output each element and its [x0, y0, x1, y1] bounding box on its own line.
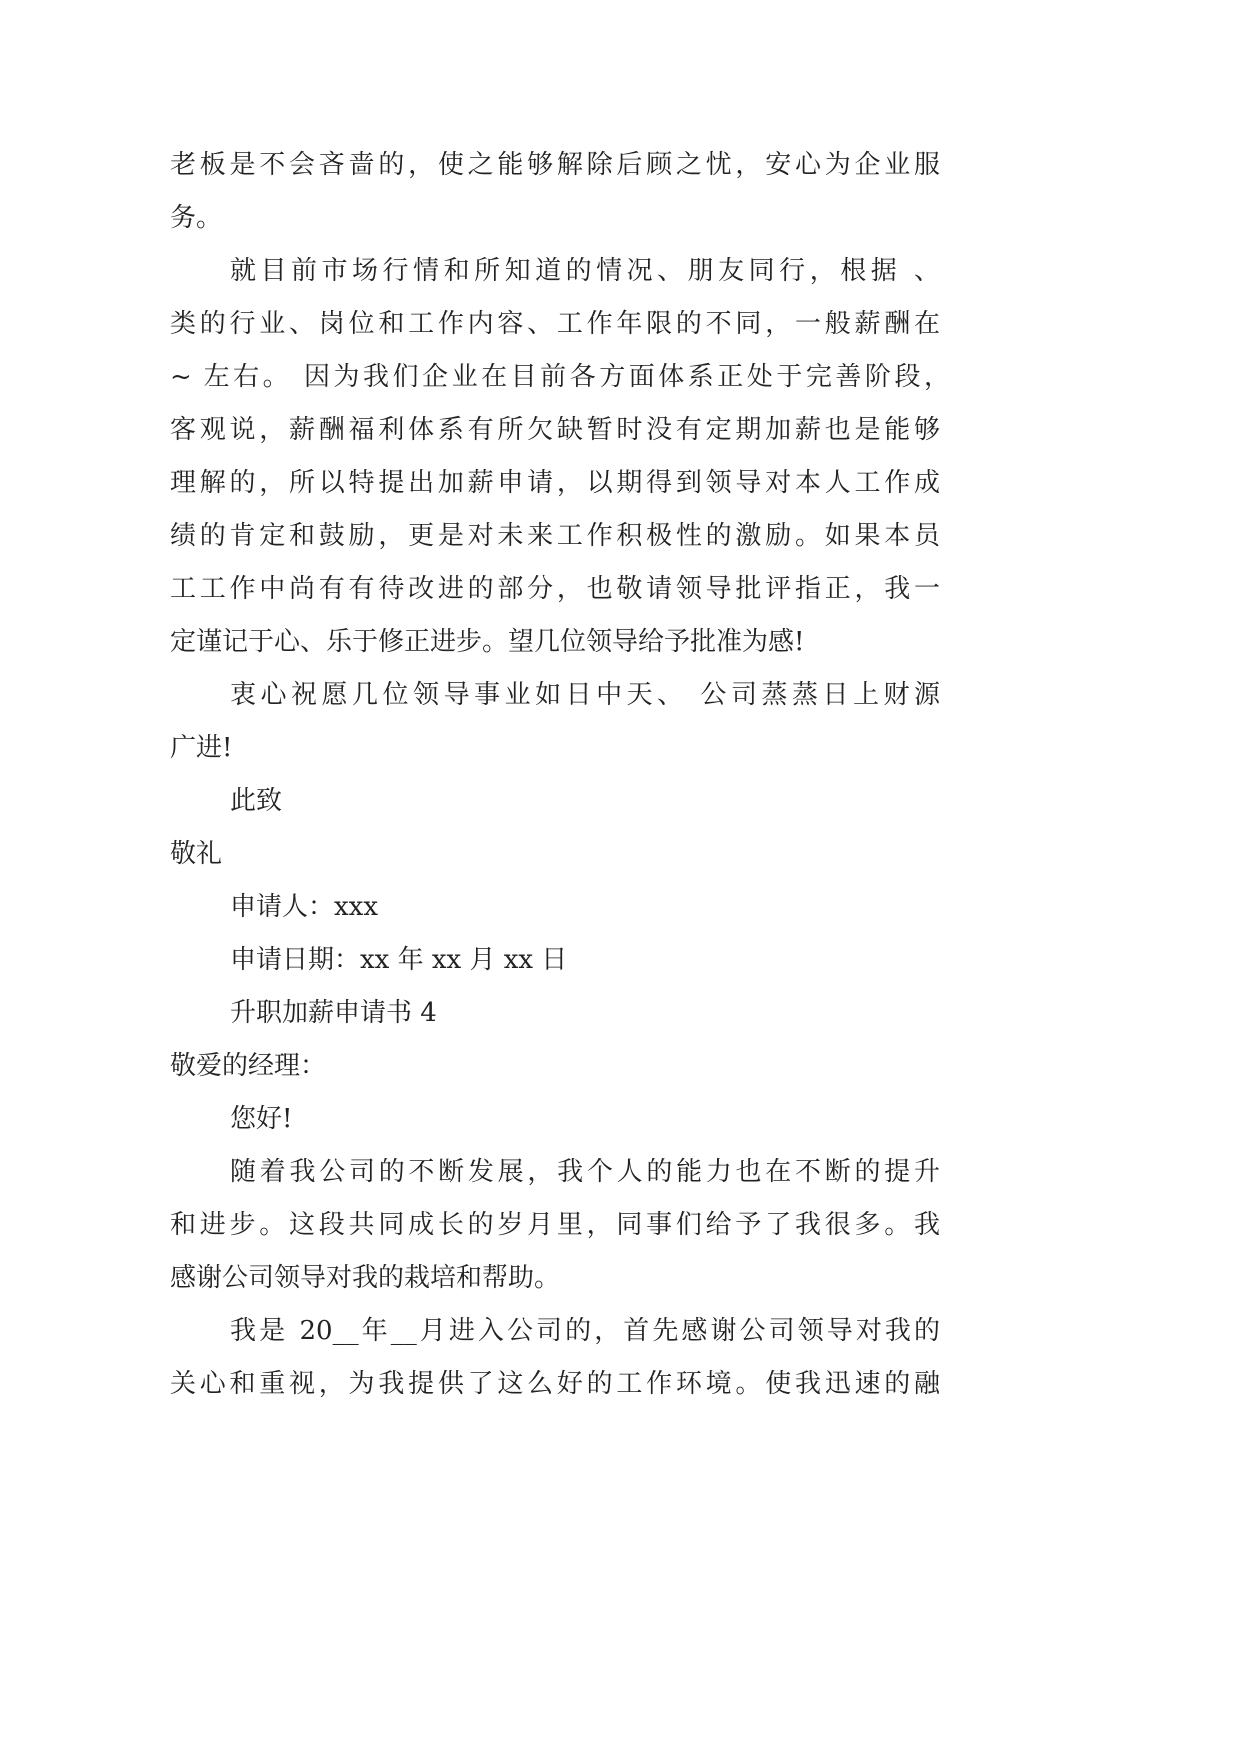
addressee-line: 敬爱的经理： [170, 1051, 327, 1081]
paragraph-line: 衷心祝愿几位领导事业如日中天、 公司蒸蒸日上财源 [230, 680, 940, 710]
paragraph-line: 感谢公司领导对我的栽培和帮助。 [170, 1263, 561, 1293]
paragraph-line: 客观说，薪酬福利体系有所欠缺暂时没有定期加薪也是能够 [170, 415, 940, 445]
paragraph-line: 绩的肯定和鼓励，更是对未来工作积极性的激励。如果本员 [170, 521, 940, 551]
greeting-line: 您好! [230, 1104, 293, 1134]
paragraph-line: 工工作中尚有有待改进的部分，也敬请领导批评指正，我一 [170, 574, 940, 604]
paragraph-line: ~ 左右。 因为我们企业在目前各方面体系正处于完善阶段， [170, 362, 950, 392]
paragraph-line: 我是 20__年__月进入公司的，首先感谢公司领导对我的 [230, 1316, 940, 1346]
paragraph-line: 广进! [170, 733, 233, 763]
applicant-line: 申请人：xxx [230, 892, 378, 922]
paragraph-line: 定谨记于心、乐于修正进步。望几位领导给予批准为感! [170, 627, 805, 657]
salutation-line: 敬礼 [170, 839, 223, 869]
paragraph-line: 随着我公司的不断发展，我个人的能力也在不断的提升 [230, 1157, 940, 1187]
section-title: 升职加薪申请书 4 [230, 998, 437, 1028]
paragraph-line: 老板是不会吝啬的，使之能够解除后顾之忧，安心为企业服 [170, 150, 940, 180]
paragraph-line: 类的行业、岗位和工作内容、工作年限的不同，一般薪酬在 [170, 309, 940, 339]
closing-line: 此致 [230, 786, 283, 816]
paragraph-line: 理解的，所以特提出加薪申请，以期得到领导对本人工作成 [170, 468, 940, 498]
paragraph-line: 关心和重视，为我提供了这么好的工作环境。使我迅速的融 [170, 1369, 940, 1399]
paragraph-line: 务。 [170, 203, 223, 233]
paragraph-line: 就目前市场行情和所知道的情况、朋友同行，根据 、 [230, 256, 940, 286]
paragraph-line: 和进步。这段共同成长的岁月里，同事们给予了我很多。我 [170, 1210, 940, 1240]
date-line: 申请日期：xx 年 xx 月 xx 日 [230, 945, 568, 975]
